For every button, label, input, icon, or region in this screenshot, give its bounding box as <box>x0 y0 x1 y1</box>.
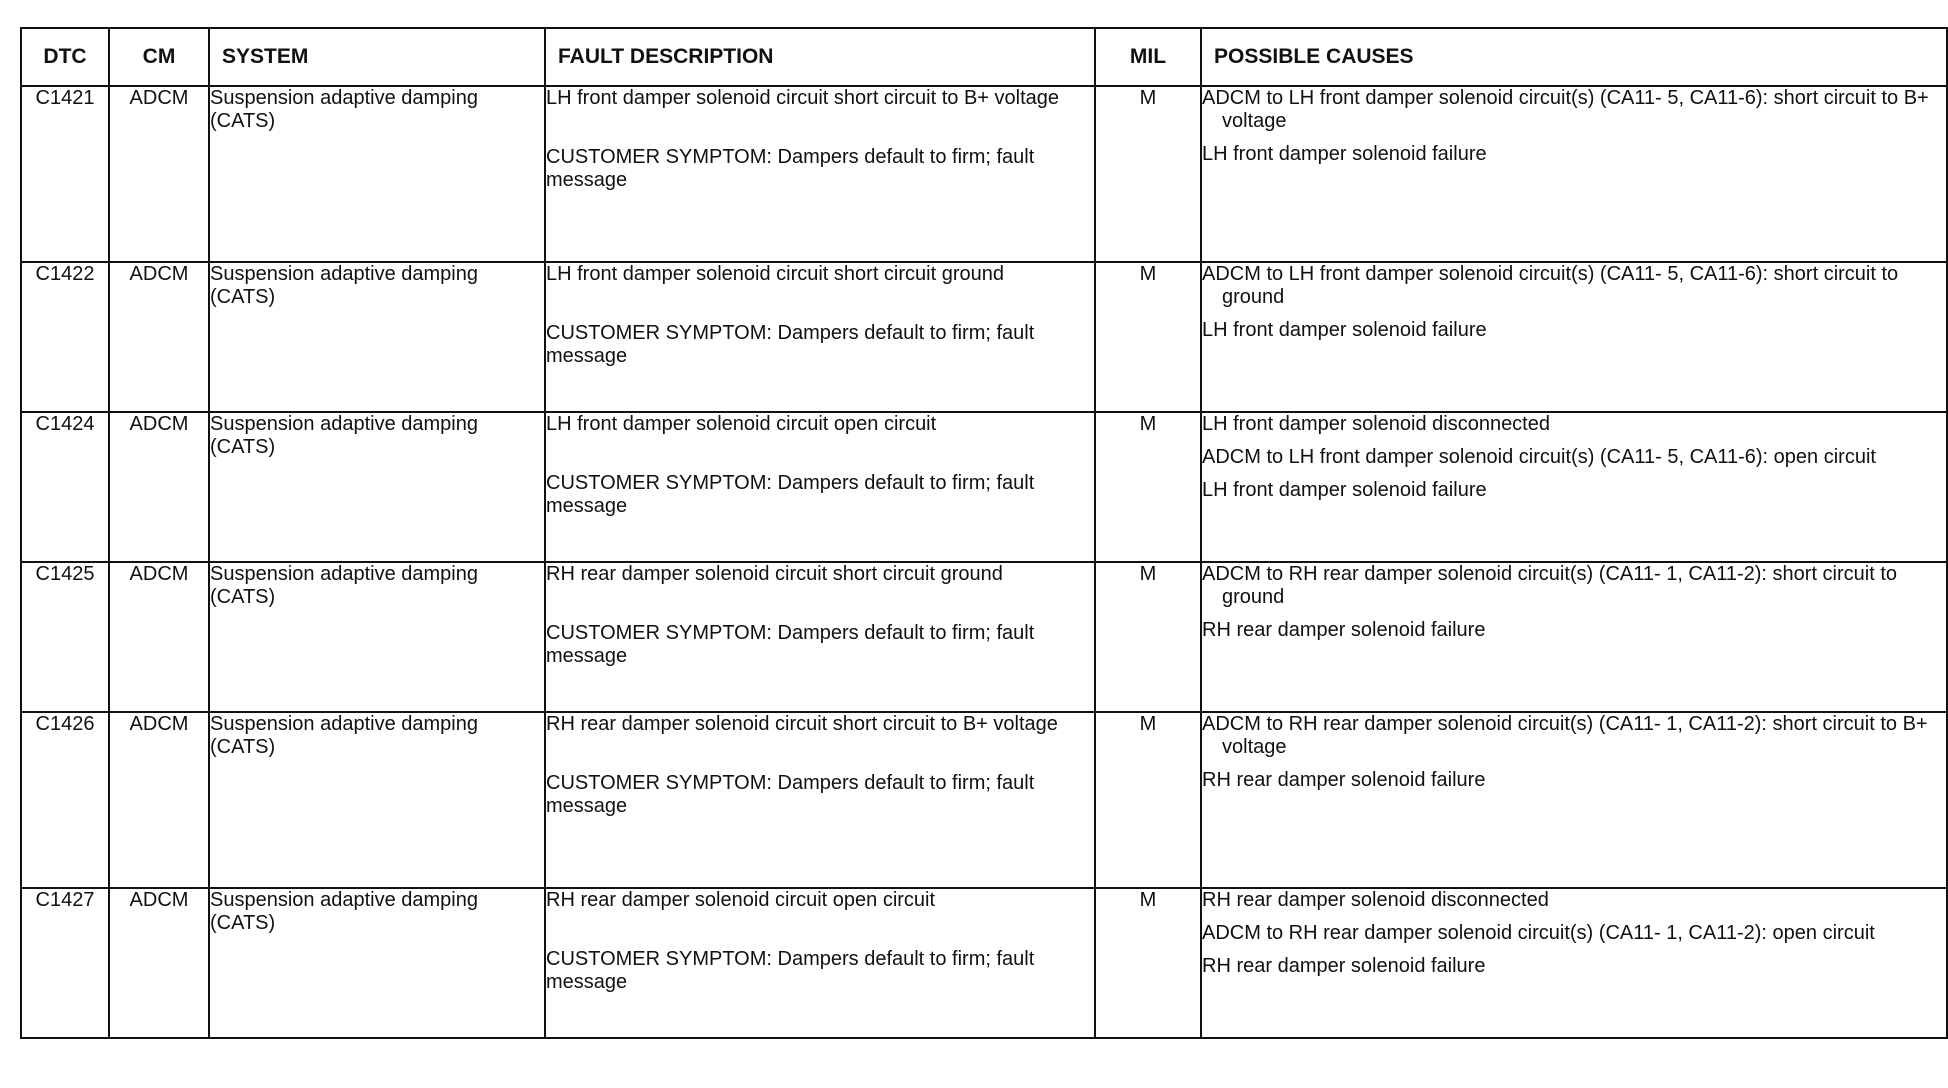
possible-cause: ADCM to LH front damper solenoid circuit(s) (CA11- 5, CA11-6): open circuit <box>1202 446 1876 468</box>
dtc-code: C1427 <box>21 888 109 1038</box>
fault-description-cell <box>545 562 1095 712</box>
possible-cause: ADCM to RH rear damper solenoid circuit(s) (CA11- 1, CA11-2): short circuit to B+ voltage <box>1202 713 1928 758</box>
dtc-code: C1421 <box>21 86 109 262</box>
system-name: Suspension adaptive damping (CATS) <box>209 262 545 412</box>
possible-causes-cell <box>1201 888 1947 1038</box>
fault-description-cell <box>545 262 1095 412</box>
table-row <box>21 888 1947 1038</box>
system-name: Suspension adaptive damping (CATS) <box>209 86 545 262</box>
header-cm: CM <box>109 28 209 86</box>
possible-causes-cell <box>1201 562 1947 712</box>
possible-cause: RH rear damper solenoid failure <box>1202 619 1486 641</box>
customer-symptom: CUSTOMER SYMPTOM: Dampers default to firm; fault message <box>546 622 1035 667</box>
dtc-code: C1422 <box>21 262 109 412</box>
control-module: ADCM <box>109 562 209 712</box>
customer-symptom: CUSTOMER SYMPTOM: Dampers default to firm; fault message <box>546 472 1035 517</box>
fault-description: RH rear damper solenoid circuit short circuit to B+ voltage <box>546 713 1058 735</box>
possible-cause: ADCM to RH rear damper solenoid circuit(s) (CA11- 1, CA11-2): open circuit <box>1202 922 1875 944</box>
fault-description: RH rear damper solenoid circuit open circuit <box>546 889 936 911</box>
possible-causes-cell <box>1201 262 1947 412</box>
possible-cause: RH rear damper solenoid disconnected <box>1202 889 1549 911</box>
control-module: ADCM <box>109 888 209 1038</box>
possible-cause: ADCM to LH front damper solenoid circuit(s) (CA11- 5, CA11-6): short circuit to ground <box>1202 263 1899 308</box>
fault-description: RH rear damper solenoid circuit short circuit ground <box>546 563 1003 585</box>
customer-symptom: CUSTOMER SYMPTOM: Dampers default to firm; fault message <box>546 948 1035 993</box>
system-name: Suspension adaptive damping (CATS) <box>209 562 545 712</box>
possible-cause: RH rear damper solenoid failure <box>1202 769 1486 791</box>
mil-indicator: M <box>1095 86 1201 262</box>
fault-description: LH front damper solenoid circuit short circuit ground <box>546 263 1004 285</box>
control-module: ADCM <box>109 86 209 262</box>
possible-cause: RH rear damper solenoid failure <box>1202 955 1486 977</box>
table-row <box>21 562 1947 712</box>
system-name: Suspension adaptive damping (CATS) <box>209 888 545 1038</box>
possible-causes-cell <box>1201 412 1947 562</box>
customer-symptom: CUSTOMER SYMPTOM: Dampers default to firm; fault message <box>546 322 1035 367</box>
mil-indicator: M <box>1095 262 1201 412</box>
possible-cause: ADCM to LH front damper solenoid circuit(s) (CA11- 5, CA11-6): short circuit to B+ voltage <box>1202 87 1929 132</box>
table-body <box>21 86 1947 1038</box>
mil-indicator: M <box>1095 712 1201 888</box>
header-system: SYSTEM <box>209 28 545 86</box>
header-dtc: DTC <box>21 28 109 86</box>
dtc-code: C1424 <box>21 412 109 562</box>
dtc-code: C1426 <box>21 712 109 888</box>
customer-symptom: CUSTOMER SYMPTOM: Dampers default to firm; fault message <box>546 772 1035 817</box>
fault-description-cell <box>545 86 1095 262</box>
dtc-table-page <box>20 27 1946 1039</box>
dtc-table <box>20 27 1948 1039</box>
header-fault-description: FAULT DESCRIPTION <box>545 28 1095 86</box>
header-mil: MIL <box>1095 28 1201 86</box>
control-module: ADCM <box>109 262 209 412</box>
fault-description-cell <box>545 712 1095 888</box>
system-name: Suspension adaptive damping (CATS) <box>209 412 545 562</box>
table-header-row <box>21 28 1947 86</box>
customer-symptom: CUSTOMER SYMPTOM: Dampers default to firm; fault message <box>546 146 1035 191</box>
fault-description: LH front damper solenoid circuit short circuit to B+ voltage <box>546 87 1060 109</box>
header-possible-causes: POSSIBLE CAUSES <box>1201 28 1947 86</box>
possible-causes-cell <box>1201 86 1947 262</box>
possible-causes-cell <box>1201 712 1947 888</box>
control-module: ADCM <box>109 412 209 562</box>
possible-cause: LH front damper solenoid disconnected <box>1202 413 1550 435</box>
fault-description-cell <box>545 412 1095 562</box>
table-row <box>21 262 1947 412</box>
fault-description: LH front damper solenoid circuit open circuit <box>546 413 937 435</box>
control-module: ADCM <box>109 712 209 888</box>
mil-indicator: M <box>1095 412 1201 562</box>
mil-indicator: M <box>1095 888 1201 1038</box>
fault-description-cell <box>545 888 1095 1038</box>
table-row <box>21 412 1947 562</box>
possible-cause: LH front damper solenoid failure <box>1202 319 1487 341</box>
possible-cause: LH front damper solenoid failure <box>1202 143 1487 165</box>
system-name: Suspension adaptive damping (CATS) <box>209 712 545 888</box>
mil-indicator: M <box>1095 562 1201 712</box>
table-row <box>21 712 1947 888</box>
possible-cause: ADCM to RH rear damper solenoid circuit(s) (CA11- 1, CA11-2): short circuit to ground <box>1202 563 1898 608</box>
table-row <box>21 86 1947 262</box>
possible-cause: LH front damper solenoid failure <box>1202 479 1487 501</box>
dtc-code: C1425 <box>21 562 109 712</box>
